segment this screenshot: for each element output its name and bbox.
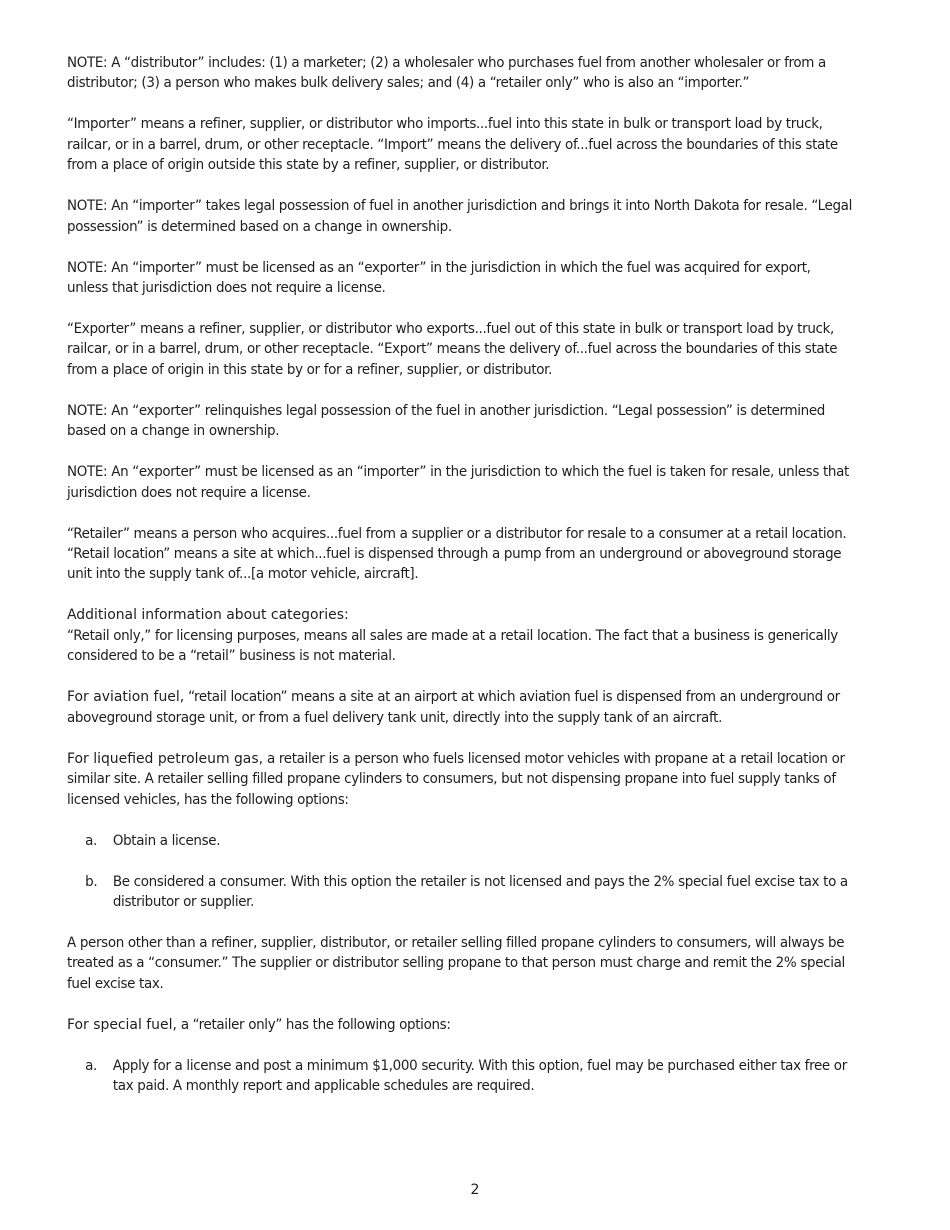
list-item [67, 831, 852, 851]
list-marker: b. [85, 873, 98, 890]
lpg-paragraph [67, 749, 852, 810]
special-fuel-lead: For special fuel, [67, 1015, 177, 1033]
distributor-note-paragraph: NOTE: A “distributor” includes: (1) a marketer; (2) a wholesaler who purchases fuel from another wholesaler or from a distributor; (3) a person who makes bulk delivery sales; and (4) a “retailer only” who is also an “importer.” [67, 55, 826, 92]
list-item-text: Apply for a license and post a minimum $1,000 security. With this option, fuel may be purchased either tax free or tax paid. A monthly report and applicable schedules are required. [112, 1057, 847, 1095]
page-number: 2 [470, 1182, 480, 1198]
special-fuel-options-list [67, 1056, 852, 1097]
categories-heading: Additional information about categories: [67, 606, 349, 624]
exporter-definition-paragraph: “Exporter” means a refiner, supplier, or distributor who exports...fuel out of this state in bulk or transport load by truck, railcar, or in a barrel, drum, or other receptacle. “Export” means the delivery of...fuel across the boundaries of this state from a place of origin in this state by or for a refiner, supplier, or distributor. [67, 321, 838, 378]
special-fuel-text: a “retailer only” has the following options: [176, 1016, 451, 1033]
lpg-lead: For liquefied petroleum gas, [67, 749, 264, 767]
exporter-possession-note: NOTE: An “exporter” relinquishes legal possession of the fuel in another jurisdiction. “Legal possession” is determined based on a change in ownership. [67, 402, 826, 440]
aviation-fuel-text: “retail location” means a site at an airport at which aviation fuel is dispensed from an underground or aboveground storage unit, or from a fuel delivery tank unit, directly into the supply tank of an aircraft. [67, 689, 840, 726]
aviation-fuel-lead: For aviation fuel, [67, 688, 185, 706]
other-person-paragraph: A person other than a refiner, supplier, distributor, or retailer selling filled propane cylinders to consumers, will always be treated as a “consumer.” The supplier or distributor selling propane to that person must charge and remit the 2% special fuel excise tax. [67, 934, 845, 992]
retail-only-paragraph: “Retail only,” for licensing purposes, means all sales are made at a retail location. The fact that a business is generically considered to be a “retail” business is not material. [67, 627, 838, 665]
importer-possession-note: NOTE: An “importer” takes legal possession of fuel in another jurisdiction and brings it into North Dakota for resale. “Legal possession” is determined based on a change in ownership. [67, 198, 852, 235]
retailer-definition-paragraph: “Retailer” means a person who acquires...fuel from a supplier or a distributor for resale to a consumer at a retail location. “Retail location” means a site at which...fuel is dispensed through a pump from an underground or aboveground storage unit into the supply tank of...[a motor vehicle, aircraft]. [67, 525, 847, 583]
list-item [67, 1056, 852, 1097]
list-marker: a. [85, 1057, 98, 1074]
importer-license-note: NOTE: An “importer” must be licensed as an “exporter” in the jurisdiction in which the fuel was acquired for export, unless that jurisdiction does not require a license. [67, 259, 811, 297]
special-fuel-paragraph [67, 1015, 852, 1035]
list-item-text: Be considered a consumer. With this option the retailer is not licensed and pays the 2% special fuel excise tax to a distributor or supplier. [112, 873, 848, 910]
aviation-fuel-paragraph [67, 687, 852, 728]
list-item-text: Obtain a license. [112, 832, 221, 849]
document-body [67, 53, 852, 1117]
lpg-options-list [67, 831, 852, 913]
list-item [67, 872, 852, 913]
list-marker: a. [85, 832, 98, 849]
importer-definition-paragraph: “Importer” means a refiner, supplier, or distributor who imports...fuel into this state in bulk or transport load by truck, railcar, or in a barrel, drum, or other receptacle. “Import” means the delivery of...fuel across the boundaries of this state from a place of origin outside this state by a refiner, supplier, or distributor. [67, 116, 838, 174]
exporter-license-note: NOTE: An “exporter” must be licensed as an “importer” in the jurisdiction to which the fuel is taken for resale, unless that jurisdiction does not require a license. [67, 464, 849, 501]
lpg-text: a retailer is a person who fuels licensed motor vehicles with propane at a retail location or similar site. A retailer selling filled propane cylinders to consumers, but not dispensing propane into fuel supply tanks of licensed vehicles, has the following options: [67, 750, 845, 808]
